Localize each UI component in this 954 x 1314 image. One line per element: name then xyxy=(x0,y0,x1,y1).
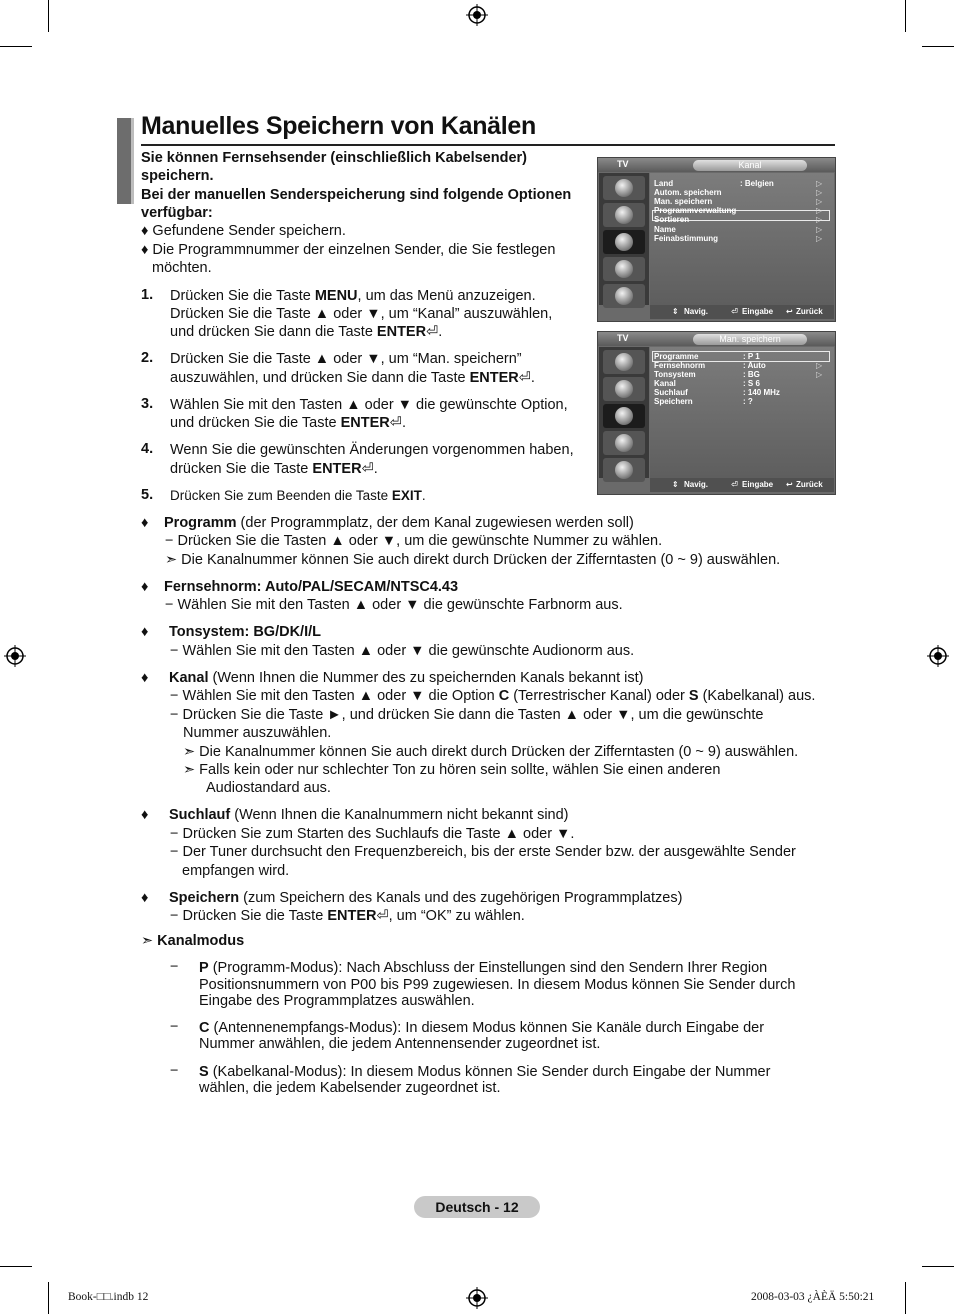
arrow-right-icon: ▷ xyxy=(816,361,823,370)
option-line: − Drücken Sie die Taste ENTER⏎, um “OK” zu wählen. xyxy=(170,908,525,924)
mode-p: P (Programm-Modus): Nach Abschluss der Einstellungen sind den Sendern Ihrer Region xyxy=(199,960,768,976)
tv-menu-kanal xyxy=(597,157,836,322)
kanalmodus-heading: ➣ Kanalmodus xyxy=(141,933,245,949)
crop-mark xyxy=(48,0,49,32)
step-number: 1. xyxy=(141,287,154,303)
nav-hint: Navig. xyxy=(684,480,709,489)
option-note: ➣ Die Kanalnummer können Sie auch direkt durch Drücken der Zifferntasten (0 ~ 9) auswählen. xyxy=(165,552,781,568)
title-divider xyxy=(141,144,835,146)
crop-mark xyxy=(905,0,906,32)
tv-menu-sidebar xyxy=(599,347,649,478)
option-speichern: Speichern (zum Speichern des Kanals und des zugehörigen Programmplatzes) xyxy=(169,890,683,906)
tv-menu-header xyxy=(598,332,835,346)
imprint-stamp: 2008-03-03 ¿ÀÈÄ 5:50:21 xyxy=(751,1291,875,1303)
page-number-badge: Deutsch - 12 xyxy=(414,1196,540,1218)
option-kanal: Kanal (Wenn Ihnen die Nummer des zu speichernden Kanals bekannt ist) xyxy=(169,670,644,686)
step-text: Drücken Sie die Taste ▲ oder ▼, um “Man. speichern” xyxy=(170,351,522,367)
menu-item-value: : S 6 xyxy=(743,379,760,388)
return-icon: ↩ xyxy=(786,480,793,489)
step-text: und drücken Sie dann die Taste ENTER⏎. xyxy=(170,324,443,340)
step-text: und drücken Sie die Taste ENTER⏎. xyxy=(170,415,406,431)
registration-mark-icon xyxy=(4,645,26,667)
enter-icon: ⏎ xyxy=(518,370,531,386)
step-text: Drücken Sie die Taste ▲ oder ▼, um “Kanal” auszuwählen, xyxy=(170,306,553,322)
mode-c-line: Nummer anwählen, die jedem Antennensender zugeordnet ist. xyxy=(199,1036,601,1052)
menu-item-land[interactable]: Land xyxy=(654,179,674,188)
menu-item-tonsystem[interactable]: Tonsystem xyxy=(654,370,696,379)
arrow-right-icon: ▷ xyxy=(816,197,823,206)
option-line: − Wählen Sie mit den Tasten ▲ oder ▼ die gewünschte Audionorm aus. xyxy=(170,643,635,659)
menu-item-speichern[interactable]: Speichern xyxy=(654,397,693,406)
input-icon[interactable] xyxy=(603,284,645,308)
tv-label: TV xyxy=(617,333,629,343)
return-hint: Zurück xyxy=(796,307,823,316)
enter-icon: ⏎ xyxy=(731,307,738,316)
mode-c: C (Antennenempfangs-Modus): In diesem Modus können Sie Kanäle durch Eingabe der xyxy=(199,1020,765,1036)
option-note: ➣ Die Kanalnummer können Sie auch direkt durch Drücken der Zifferntasten (0 ~ 9) auswählen. xyxy=(183,744,799,760)
step-number: 3. xyxy=(141,396,154,412)
title-accent-bar xyxy=(117,118,131,204)
intro-bullet: möchten. xyxy=(152,260,212,276)
mode-s: S (Kabelkanal-Modus): In diesem Modus können Sie Sender durch Eingabe der Nummer xyxy=(199,1064,771,1080)
option-programm: Programm (der Programmplatz, der dem Kanal zugewiesen werden soll) xyxy=(164,515,634,531)
enter-icon: ⏎ xyxy=(731,480,738,489)
sound-icon[interactable] xyxy=(603,377,645,401)
tv-menu-list xyxy=(650,347,834,478)
step-text: Wenn Sie die gewünschten Änderungen vorgenommen haben, xyxy=(170,442,574,458)
arrow-right-icon: ▷ xyxy=(816,215,823,224)
nav-hint: Navig. xyxy=(684,307,709,316)
registration-mark-icon xyxy=(466,4,488,26)
dash: − xyxy=(170,959,179,975)
tv-menu-header xyxy=(598,158,835,172)
picture-icon[interactable] xyxy=(603,176,645,200)
intro-text: Bei der manuellen Senderspeicherung sind folgende Optionen xyxy=(141,187,572,203)
menu-item-value: : P 1 xyxy=(743,352,760,361)
page-title: Manuelles Speichern von Kanälen xyxy=(141,112,536,140)
imprint-file: Book-□□.indb 12 xyxy=(68,1291,149,1303)
tv-menu-list xyxy=(650,173,834,305)
dash: − xyxy=(170,1019,179,1035)
channel-icon[interactable] xyxy=(603,404,645,428)
bullet-icon: ♦ xyxy=(141,670,149,686)
menu-item-man-speichern[interactable]: Man. speichern xyxy=(654,197,713,206)
option-line: − Drücken Sie zum Starten des Suchlaufs die Taste ▲ oder ▼. xyxy=(170,826,575,842)
step-text: drücken Sie die Taste ENTER⏎. xyxy=(170,461,378,477)
nav-icon: ⇕ xyxy=(672,480,679,489)
registration-mark-icon xyxy=(927,645,949,667)
step-text: Wählen Sie mit den Tasten ▲ oder ▼ die gewünschte Option, xyxy=(170,397,568,413)
return-hint: Zurück xyxy=(796,480,823,489)
crop-mark xyxy=(905,1282,906,1314)
nav-icon: ⇕ xyxy=(672,307,679,316)
sound-icon[interactable] xyxy=(603,203,645,227)
crop-mark xyxy=(922,46,954,47)
mode-p-line: Eingabe des Programmplatzes auswählen. xyxy=(199,993,475,1009)
tv-label: TV xyxy=(617,159,629,169)
enter-hint: Eingabe xyxy=(742,307,774,316)
input-icon[interactable] xyxy=(603,458,645,482)
option-line: − Wählen Sie mit den Tasten ▲ oder ▼ die gewünschte Farbnorm aus. xyxy=(165,597,623,613)
option-suchlauf: Suchlauf (Wenn Ihnen die Kanalnummern nicht bekannt sind) xyxy=(169,807,569,823)
menu-item-value: : 140 MHz xyxy=(743,388,780,397)
crop-mark xyxy=(922,1266,954,1267)
option-note: Audiostandard aus. xyxy=(206,780,331,796)
menu-item-value: : BG xyxy=(743,370,760,379)
mode-s-line: wählen, die jedem Kabelsender zugeordnet ist. xyxy=(199,1080,501,1096)
enter-icon: ⏎ xyxy=(376,908,389,924)
menu-item-feinabstimmung[interactable]: Feinabstimmung xyxy=(654,234,719,243)
intro-bullet: ♦ Gefundene Sender speichern. xyxy=(141,223,346,239)
arrow-right-icon: ▷ xyxy=(816,179,823,188)
option-line: − Drücken Sie die Taste ►, und drücken Sie dann die Tasten ▲ oder ▼, um die gewünschte xyxy=(170,707,764,723)
title-accent-bar xyxy=(131,118,134,204)
intro-text: verfügbar: xyxy=(141,205,213,221)
intro-text: speichern. xyxy=(141,168,214,184)
enter-icon: ⏎ xyxy=(361,461,374,477)
crop-mark xyxy=(0,46,32,47)
option-line: − Wählen Sie mit den Tasten ▲ oder ▼ die Option C (Terrestrischer Kanal) oder S (Kabelkanal) aus. xyxy=(170,688,816,704)
menu-item-value: : Auto xyxy=(743,361,766,370)
tv-menu-footer xyxy=(650,478,834,492)
menu-item-autom-speichern[interactable]: Autom. speichern xyxy=(654,188,722,197)
intro-text: Sie können Fernsehsender (einschließlich Kabelsender) xyxy=(141,150,527,166)
mode-p-line: Positionsnummern von P00 bis P99 zugewiesen. In diesem Modus können Sie Sender durch xyxy=(199,977,796,993)
arrow-right-icon: ▷ xyxy=(816,234,823,243)
arrow-right-icon: ▷ xyxy=(816,225,823,234)
option-fernsehnorm: Fernsehnorm: Auto/PAL/SECAM/NTSC4.43 xyxy=(164,579,459,595)
step-text: auszuwählen, und drücken Sie dann die Taste ENTER⏎. xyxy=(170,370,535,386)
crop-mark xyxy=(0,1266,32,1267)
arrow-right-icon: ▷ xyxy=(816,370,823,379)
step-text: Drücken Sie zum Beenden die Taste EXIT. xyxy=(170,488,426,503)
bullet-icon: ♦ xyxy=(141,579,149,595)
option-line: − Drücken Sie die Tasten ▲ oder ▼, um die gewünschte Nummer zu wählen. xyxy=(165,533,663,549)
dash: − xyxy=(170,1063,179,1079)
menu-item-fernsehnorm[interactable]: Fernsehnorm xyxy=(654,361,706,370)
enter-icon: ⏎ xyxy=(426,324,439,340)
tv-menu-footer xyxy=(650,305,834,319)
tv-menu-title: Kanal xyxy=(693,160,807,171)
tv-menu-man-speichern xyxy=(597,331,836,495)
bullet-icon: ♦ xyxy=(141,807,149,823)
bullet-icon: ♦ xyxy=(141,515,149,531)
step-number: 4. xyxy=(141,441,154,457)
channel-icon[interactable] xyxy=(603,230,645,254)
tv-menu-sidebar xyxy=(599,173,649,305)
arrow-right-icon: ▷ xyxy=(816,206,823,215)
option-line: Nummer auszuwählen. xyxy=(183,725,332,741)
bullet-icon: ♦ xyxy=(141,890,149,906)
option-note: ➣ Falls kein oder nur schlechter Ton zu hören sein sollte, wählen Sie einen anderen xyxy=(183,762,721,778)
step-number: 5. xyxy=(141,487,154,503)
arrow-right-icon: ▷ xyxy=(816,188,823,197)
option-line: − Der Tuner durchsucht den Frequenzbereich, bis der erste Sender bzw. der ausgewählte Sender xyxy=(170,844,796,860)
step-text: Drücken Sie die Taste MENU, um das Menü anzuzeigen. xyxy=(170,288,536,304)
return-icon: ↩ xyxy=(786,307,793,316)
intro-bullet: ♦ Die Programmnummer der einzelnen Sender, die Sie festlegen xyxy=(141,242,556,258)
menu-item-name[interactable]: Name xyxy=(654,225,676,234)
menu-item-programmverwaltung[interactable]: Programmverwaltung xyxy=(654,206,737,215)
menu-item-value: : Belgien xyxy=(740,179,774,188)
crop-mark xyxy=(48,1282,49,1314)
picture-icon[interactable] xyxy=(603,350,645,374)
menu-item-suchlauf[interactable]: Suchlauf xyxy=(654,388,688,397)
menu-item-programme[interactable]: Programme xyxy=(654,352,699,361)
menu-item-value: : ? xyxy=(743,397,753,406)
step-number: 2. xyxy=(141,350,154,366)
option-line: empfangen wird. xyxy=(182,863,290,879)
enter-hint: Eingabe xyxy=(742,480,774,489)
enter-icon: ⏎ xyxy=(389,415,402,431)
setup-icon[interactable] xyxy=(603,257,645,281)
menu-item-sortieren[interactable]: Sortieren xyxy=(654,215,690,224)
bullet-icon: ♦ xyxy=(141,624,149,640)
option-tonsystem: Tonsystem: BG/DK/I/L xyxy=(169,624,321,640)
registration-mark-icon xyxy=(466,1287,488,1309)
tv-menu-title: Man. speichern xyxy=(693,334,807,345)
setup-icon[interactable] xyxy=(603,431,645,455)
menu-item-kanal[interactable]: Kanal xyxy=(654,379,676,388)
